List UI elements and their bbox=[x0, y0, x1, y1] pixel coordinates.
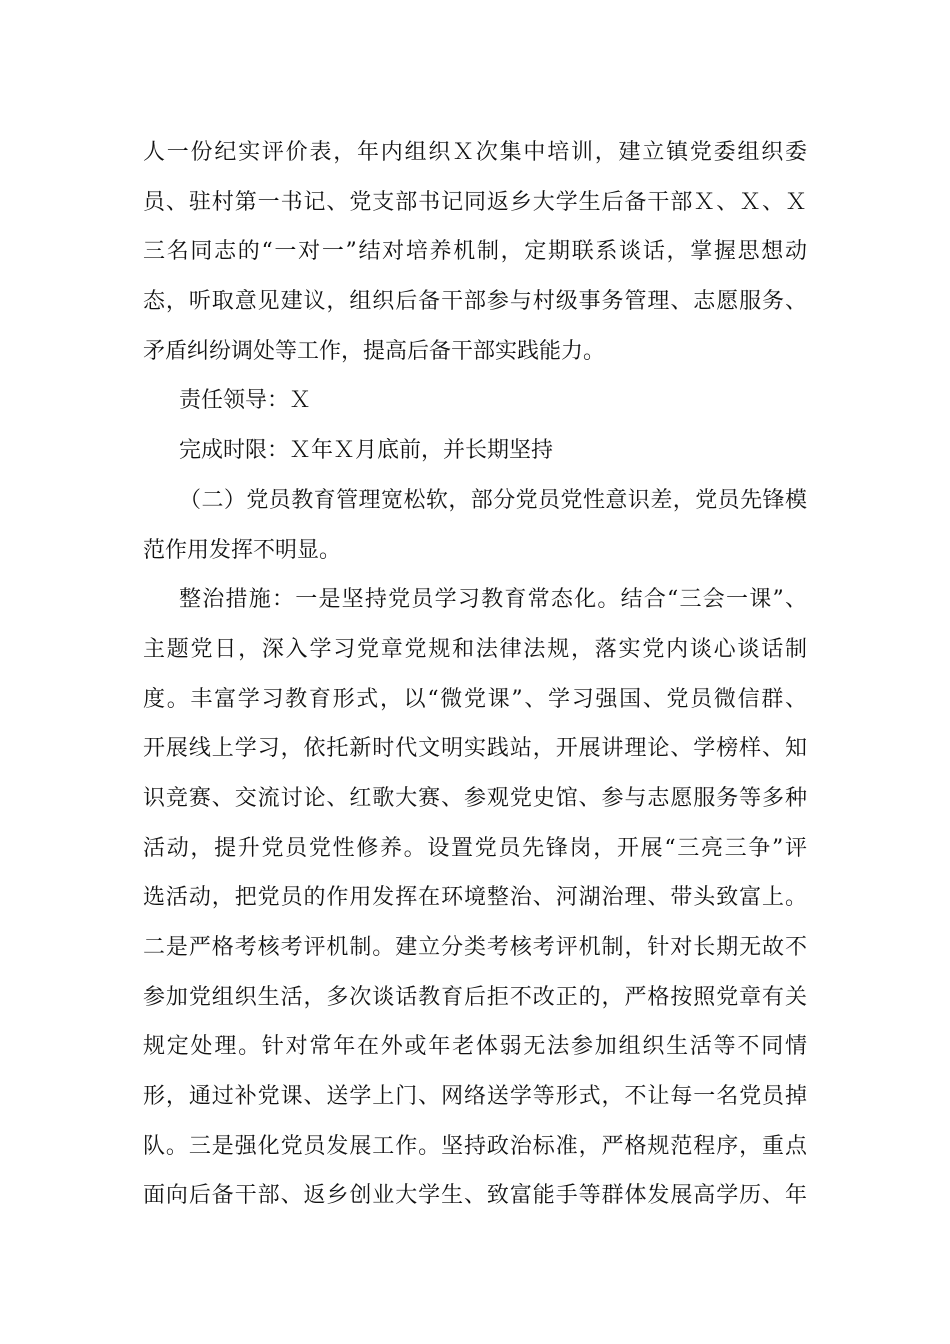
text-line: 责任领导：Ｘ bbox=[179, 388, 312, 414]
text-line: 形，通过补党课、送学上门、网络送学等形式，不让每一名党员掉 bbox=[143, 1084, 807, 1110]
text-line: 度。丰富学习教育形式，以“微党课”、学习强国、党员微信群、 bbox=[143, 686, 807, 712]
text-line: 面向后备干部、返乡创业大学生、致富能手等群体发展高学历、年 bbox=[143, 1183, 807, 1209]
text-line: 三名同志的“一对一”结对培养机制，定期联系谈话，掌握思想动 bbox=[143, 239, 807, 265]
text-line: 参加党组织生活，多次谈话教育后拒不改正的，严格按照党章有关 bbox=[143, 984, 807, 1010]
text-line: 范作用发挥不明显。 bbox=[143, 537, 342, 563]
text-line: 人一份纪实评价表，年内组织Ｘ次集中培训，建立镇党委组织委 bbox=[143, 140, 807, 165]
document-body bbox=[143, 128, 807, 1221]
text-line: 整治措施：一是坚持党员学习教育常态化。结合“三会一课”、 bbox=[179, 587, 807, 613]
text-line: 规定处理。针对常年在外或年老体弱无法参加组织生活等不同情 bbox=[143, 1034, 807, 1060]
text-line: 完成时限：Ｘ年Ｘ月底前，并长期坚持 bbox=[179, 438, 554, 464]
text-line: 活动，提升党员党性修养。设置党员先锋岗，开展“三亮三争”评 bbox=[143, 835, 807, 861]
text-line: 员、驻村第一书记、党支部书记同返乡大学生后备干部Ｘ、Ｘ、Ｘ bbox=[143, 189, 807, 215]
text-line: 选活动，把党员的作用发挥在环境整治、河湖治理、带头致富上。 bbox=[143, 885, 807, 911]
text-line: 矛盾纠纷调处等工作，提高后备干部实践能力。 bbox=[143, 338, 606, 364]
text-line: 态，听取意见建议，组织后备干部参与村级事务管理、志愿服务、 bbox=[143, 289, 807, 315]
text-line: 队。三是强化党员发展工作。坚持政治标准，严格规范程序，重点 bbox=[143, 1133, 807, 1159]
text-line: （二）党员教育管理宽松软，部分党员党性意识差，党员先锋模 bbox=[179, 487, 807, 513]
text-line: 主题党日，深入学习党章党规和法律法规，落实党内谈心谈话制 bbox=[143, 636, 807, 662]
text-line: 二是严格考核考评机制。建立分类考核考评机制，针对长期无故不 bbox=[143, 935, 807, 960]
text-line: 开展线上学习，依托新时代文明实践站，开展讲理论、学榜样、知 bbox=[143, 736, 807, 762]
text-line: 识竞赛、交流讨论、红歌大赛、参观党史馆、参与志愿服务等多种 bbox=[143, 785, 807, 811]
